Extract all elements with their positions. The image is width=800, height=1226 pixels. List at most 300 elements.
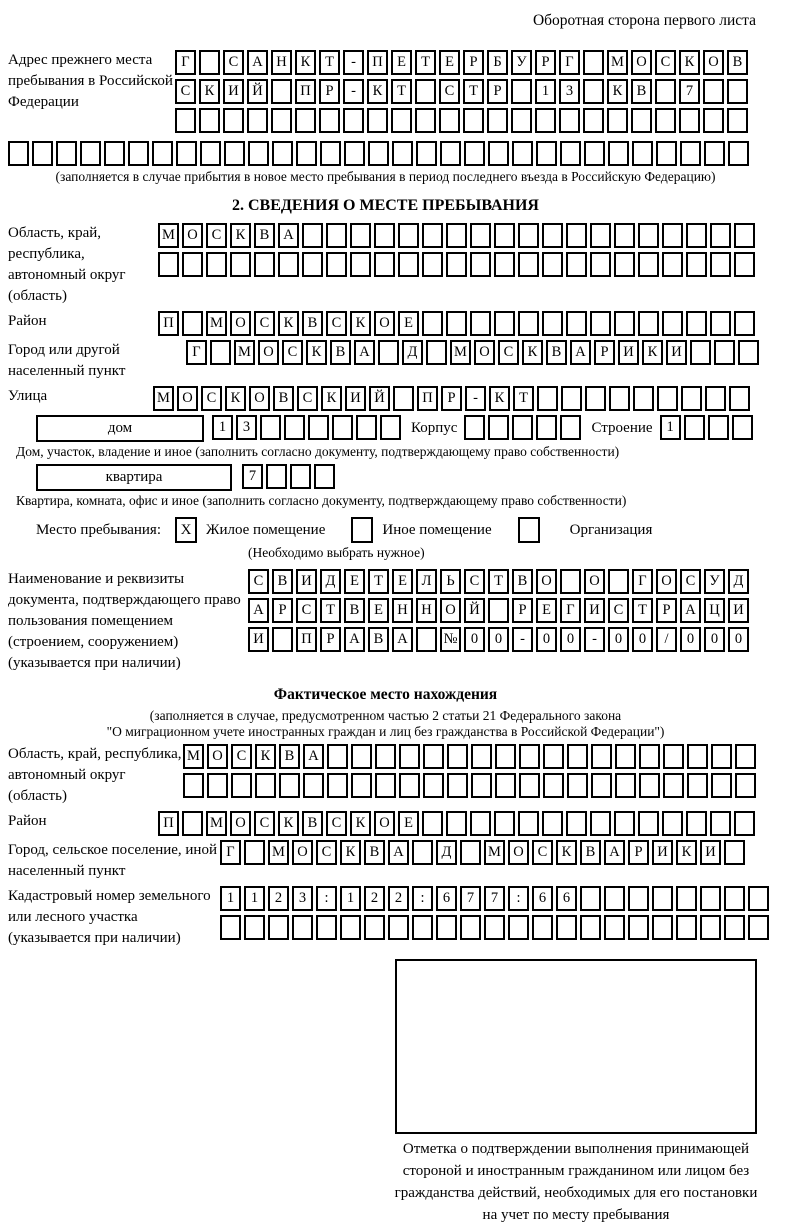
char-cell: [398, 223, 419, 248]
char-cell: П: [417, 386, 438, 411]
char-cell: Е: [439, 50, 460, 75]
dom-box: дом: [36, 415, 204, 442]
char-cell: Й: [247, 79, 268, 104]
char-cell: [704, 141, 725, 166]
char-cell: Е: [536, 598, 557, 623]
section2-header: 2. СВЕДЕНИЯ О МЕСТЕ ПРЕБЫВАНИЯ: [232, 197, 539, 214]
char-cell: [710, 223, 731, 248]
char-cell: Г: [175, 50, 196, 75]
char-cell: [662, 252, 683, 277]
char-cell: [398, 252, 419, 277]
char-cell: К: [340, 840, 361, 865]
char-cell: С: [231, 744, 252, 769]
char-cell: [272, 627, 293, 652]
char-cell: [416, 141, 437, 166]
char-cell: [344, 141, 365, 166]
char-cell: [663, 744, 684, 769]
char-cell: [543, 773, 564, 798]
char-cell: К: [278, 311, 299, 336]
char-cell: Р: [319, 79, 340, 104]
char-cell: Р: [272, 598, 293, 623]
char-cell: К: [306, 340, 327, 365]
char-cell: С: [296, 598, 317, 623]
char-cell: Т: [320, 598, 341, 623]
char-cell: [152, 141, 173, 166]
char-cell: [690, 340, 711, 365]
char-cell: [542, 811, 563, 836]
char-cell: [303, 773, 324, 798]
char-cell: Ц: [704, 598, 725, 623]
char-cell: 1: [212, 415, 233, 440]
char-cell: И: [584, 598, 605, 623]
char-cell: О: [230, 311, 251, 336]
char-cell: [426, 340, 447, 365]
char-cell: [351, 773, 372, 798]
char-cell: [470, 252, 491, 277]
char-cell: [374, 252, 395, 277]
char-cell: [176, 141, 197, 166]
char-cell: -: [343, 79, 364, 104]
char-cell: [639, 773, 660, 798]
char-cell: Е: [392, 569, 413, 594]
char-cell: В: [330, 340, 351, 365]
char-cell: 3: [236, 415, 257, 440]
char-cell: [519, 773, 540, 798]
char-cell: :: [508, 886, 529, 911]
char-cell: [327, 773, 348, 798]
char-cell: 1: [660, 415, 681, 440]
char-cell: [247, 108, 268, 133]
factual-oblast-rows: [183, 744, 759, 802]
char-cell: [447, 773, 468, 798]
char-cell: С: [282, 340, 303, 365]
char-cell: 7: [460, 886, 481, 911]
char-cell: 0: [536, 627, 557, 652]
char-cell: [488, 415, 509, 440]
char-cell: П: [158, 311, 179, 336]
char-cell: [207, 773, 228, 798]
char-cell: [724, 915, 745, 940]
char-cell: О: [374, 811, 395, 836]
char-cell: [580, 915, 601, 940]
char-cell: [567, 773, 588, 798]
char-cell: А: [392, 627, 413, 652]
char-cell: [662, 223, 683, 248]
char-cell: М: [158, 223, 179, 248]
char-cell: [272, 141, 293, 166]
char-cell: А: [278, 223, 299, 248]
char-cell: [460, 915, 481, 940]
char-cell: [326, 252, 347, 277]
char-cell: [727, 108, 748, 133]
char-cell: М: [206, 811, 227, 836]
char-cell: [423, 773, 444, 798]
char-cell: И: [618, 340, 639, 365]
korpus-label: Корпус: [411, 420, 458, 436]
factual-raion-label: Район: [8, 813, 47, 829]
char-cell: П: [296, 627, 317, 652]
char-cell: Р: [594, 340, 615, 365]
char-cell: [518, 811, 539, 836]
char-cell: Р: [463, 50, 484, 75]
char-cell: [327, 744, 348, 769]
char-cell: [532, 915, 553, 940]
grid-row: [248, 627, 752, 652]
char-cell: К: [350, 311, 371, 336]
char-cell: [556, 915, 577, 940]
char-cell: [518, 223, 539, 248]
char-cell: [223, 108, 244, 133]
char-cell: У: [511, 50, 532, 75]
factual-note-line2: "О миграционном учете иностранных граждан и лиц без гражданства в Российской Федерации"): [106, 724, 665, 739]
char-cell: [518, 252, 539, 277]
ulitsa-label: Улица: [8, 388, 48, 404]
char-cell: [392, 141, 413, 166]
char-cell: 6: [556, 886, 577, 911]
char-cell: [367, 108, 388, 133]
char-cell: [560, 141, 581, 166]
char-cell: [494, 252, 515, 277]
char-cell: [735, 773, 756, 798]
char-cell: 7: [679, 79, 700, 104]
char-cell: М: [153, 386, 174, 411]
grid-row: [158, 252, 758, 277]
char-cell: [686, 311, 707, 336]
char-cell: 0: [680, 627, 701, 652]
char-cell: 3: [559, 79, 580, 104]
char-cell: С: [316, 840, 337, 865]
char-cell: Й: [369, 386, 390, 411]
char-cell: /: [656, 627, 677, 652]
char-cell: [380, 415, 401, 440]
char-cell: [714, 340, 735, 365]
char-cell: Т: [319, 50, 340, 75]
char-cell: К: [255, 744, 276, 769]
char-cell: 3: [292, 886, 313, 911]
char-cell: [368, 141, 389, 166]
char-cell: [518, 311, 539, 336]
char-cell: [652, 915, 673, 940]
char-cell: -: [465, 386, 486, 411]
char-cell: [183, 773, 204, 798]
char-cell: [471, 744, 492, 769]
char-cell: К: [367, 79, 388, 104]
char-cell: [679, 108, 700, 133]
char-cell: 7: [484, 886, 505, 911]
char-cell: [231, 773, 252, 798]
char-cell: [220, 915, 241, 940]
char-cell: [356, 415, 377, 440]
char-cell: А: [354, 340, 375, 365]
char-cell: О: [230, 811, 251, 836]
char-cell: [734, 811, 755, 836]
char-cell: [705, 386, 726, 411]
char-cell: В: [364, 840, 385, 865]
char-cell: [511, 79, 532, 104]
char-cell: [657, 386, 678, 411]
char-cell: [470, 223, 491, 248]
char-cell: [655, 79, 676, 104]
char-cell: И: [248, 627, 269, 652]
char-cell: М: [607, 50, 628, 75]
char-cell: [590, 311, 611, 336]
char-cell: [495, 744, 516, 769]
char-cell: [735, 744, 756, 769]
char-cell: [487, 108, 508, 133]
grid-row: [186, 340, 762, 365]
char-cell: С: [326, 811, 347, 836]
grid-row: [158, 811, 758, 836]
char-cell: Р: [487, 79, 508, 104]
char-cell: [316, 915, 337, 940]
char-cell: К: [278, 811, 299, 836]
char-cell: Т: [368, 569, 389, 594]
char-cell: [279, 773, 300, 798]
char-cell: А: [248, 598, 269, 623]
char-cell: С: [464, 569, 485, 594]
char-cell: А: [247, 50, 268, 75]
char-cell: [519, 744, 540, 769]
factual-raion-row: [8, 811, 792, 836]
char-cell: [652, 886, 673, 911]
char-cell: В: [272, 569, 293, 594]
char-cell: П: [158, 811, 179, 836]
char-cell: [567, 744, 588, 769]
char-cell: [710, 811, 731, 836]
char-cell: [200, 141, 221, 166]
char-cell: [495, 773, 516, 798]
char-cell: [32, 141, 53, 166]
ulitsa-row: [8, 386, 792, 411]
char-cell: [580, 886, 601, 911]
char-cell: [182, 811, 203, 836]
char-cell: С: [498, 340, 519, 365]
char-cell: [729, 386, 750, 411]
char-cell: [230, 252, 251, 277]
char-cell: [295, 108, 316, 133]
char-cell: П: [295, 79, 316, 104]
char-cell: [460, 840, 481, 865]
char-cell: [584, 141, 605, 166]
korpus-cells: [464, 415, 584, 440]
char-cell: [734, 223, 755, 248]
checkbox-zhiloe-label: Жилое помещение: [206, 521, 326, 538]
char-cell: И: [700, 840, 721, 865]
char-cell: №: [440, 627, 461, 652]
char-cell: 1: [535, 79, 556, 104]
char-cell: Д: [436, 840, 457, 865]
kadastr-group: [8, 886, 792, 949]
char-cell: [628, 915, 649, 940]
char-cell: [608, 141, 629, 166]
kvartira-row: [36, 464, 792, 491]
char-cell: [614, 811, 635, 836]
char-cell: [374, 223, 395, 248]
char-cell: Е: [398, 811, 419, 836]
char-cell: [687, 773, 708, 798]
char-cell: [206, 252, 227, 277]
char-cell: О: [440, 598, 461, 623]
char-cell: О: [292, 840, 313, 865]
char-cell: О: [177, 386, 198, 411]
residence-type-label: Место пребывания:: [36, 521, 161, 538]
grid-row: [175, 108, 751, 133]
char-cell: [199, 50, 220, 75]
char-cell: [537, 386, 558, 411]
char-cell: [703, 79, 724, 104]
grid-row: [158, 223, 758, 248]
char-cell: [350, 252, 371, 277]
stamp-caption: Отметка о подтверждении выполнения принимающей стороной и иностранным гражданином или лицом без гражданства действий, необходимых для его постановки на учет по месту пребывания: [394, 1141, 758, 1223]
prev-address-overflow-row: [8, 141, 792, 166]
char-cell: [591, 744, 612, 769]
char-cell: С: [439, 79, 460, 104]
char-cell: 0: [560, 627, 581, 652]
char-cell: В: [254, 223, 275, 248]
stamp-box: [395, 959, 757, 1134]
document-label: Наименование и реквизиты документа, подтверждающего право пользования помещением (строением, сооружением) (указывается при наличии): [8, 571, 241, 671]
oblast-label: Область, край, республика, автономный округ (область): [8, 225, 126, 304]
char-cell: [631, 108, 652, 133]
char-cell: [343, 108, 364, 133]
char-cell: [494, 811, 515, 836]
char-cell: С: [680, 569, 701, 594]
char-cell: С: [254, 811, 275, 836]
char-cell: [590, 223, 611, 248]
char-cell: [734, 311, 755, 336]
char-cell: -: [584, 627, 605, 652]
char-cell: С: [608, 598, 629, 623]
grid-row: [183, 773, 759, 798]
char-cell: [375, 744, 396, 769]
char-cell: С: [248, 569, 269, 594]
char-cell: Е: [344, 569, 365, 594]
char-cell: И: [223, 79, 244, 104]
char-cell: К: [676, 840, 697, 865]
document-group: [8, 569, 792, 674]
char-cell: [388, 915, 409, 940]
char-cell: Р: [512, 598, 533, 623]
char-cell: [604, 915, 625, 940]
char-cell: Т: [513, 386, 534, 411]
char-cell: 7: [242, 464, 263, 489]
char-cell: [278, 252, 299, 277]
grid-row: [220, 915, 772, 940]
char-cell: [633, 386, 654, 411]
char-cell: [508, 915, 529, 940]
char-cell: [436, 915, 457, 940]
char-cell: [728, 141, 749, 166]
char-cell: [292, 915, 313, 940]
char-cell: К: [522, 340, 543, 365]
char-cell: Г: [560, 598, 581, 623]
char-cell: 6: [532, 886, 553, 911]
char-cell: [724, 886, 745, 911]
char-cell: [8, 141, 29, 166]
char-cell: К: [321, 386, 342, 411]
oblast-rows: [158, 223, 758, 281]
dom-row: [36, 415, 792, 442]
char-cell: [422, 223, 443, 248]
char-cell: [302, 223, 323, 248]
char-cell: [464, 141, 485, 166]
char-cell: [543, 744, 564, 769]
char-cell: Т: [488, 569, 509, 594]
char-cell: [748, 915, 769, 940]
kadastr-rows: [220, 886, 772, 944]
char-cell: Г: [186, 340, 207, 365]
dom-caption: Дом, участок, владение и иное (заполнить согласно документу, подтверждающему право собственности): [16, 444, 620, 459]
char-cell: С: [201, 386, 222, 411]
char-cell: Н: [271, 50, 292, 75]
char-cell: О: [258, 340, 279, 365]
char-cell: А: [604, 840, 625, 865]
char-cell: [422, 252, 443, 277]
char-cell: [175, 108, 196, 133]
char-cell: [471, 773, 492, 798]
char-cell: [676, 886, 697, 911]
char-cell: [732, 415, 753, 440]
char-cell: [663, 773, 684, 798]
char-cell: В: [631, 79, 652, 104]
char-cell: [687, 744, 708, 769]
char-cell: О: [474, 340, 495, 365]
char-cell: [512, 141, 533, 166]
char-cell: -: [343, 50, 364, 75]
char-cell: [591, 773, 612, 798]
char-cell: С: [297, 386, 318, 411]
dom-cells: [212, 415, 404, 440]
char-cell: Л: [416, 569, 437, 594]
char-cell: [656, 141, 677, 166]
char-cell: [703, 108, 724, 133]
char-cell: [158, 252, 179, 277]
char-cell: [615, 744, 636, 769]
stroenie-cells: [660, 415, 756, 440]
char-cell: [464, 415, 485, 440]
document-rows: [248, 569, 752, 656]
char-cell: [604, 886, 625, 911]
char-cell: [662, 311, 683, 336]
char-cell: М: [484, 840, 505, 865]
char-cell: [628, 886, 649, 911]
char-cell: [632, 141, 653, 166]
char-cell: [446, 811, 467, 836]
char-cell: 1: [244, 886, 265, 911]
char-cell: [439, 108, 460, 133]
char-cell: [710, 311, 731, 336]
char-cell: М: [268, 840, 289, 865]
char-cell: М: [234, 340, 255, 365]
char-cell: [422, 811, 443, 836]
checkbox-zhiloe: X: [175, 517, 197, 543]
checkbox-org-label: Организация: [569, 521, 653, 538]
grid-row: [183, 744, 759, 769]
char-cell: М: [450, 340, 471, 365]
char-cell: К: [295, 50, 316, 75]
char-cell: [609, 386, 630, 411]
raion-row: [8, 311, 792, 336]
char-cell: 6: [436, 886, 457, 911]
char-cell: 0: [464, 627, 485, 652]
char-cell: [254, 252, 275, 277]
char-cell: М: [206, 311, 227, 336]
char-cell: [686, 811, 707, 836]
char-cell: В: [580, 840, 601, 865]
char-cell: [182, 311, 203, 336]
char-cell: О: [207, 744, 228, 769]
factual-oblast-group: [8, 744, 792, 807]
